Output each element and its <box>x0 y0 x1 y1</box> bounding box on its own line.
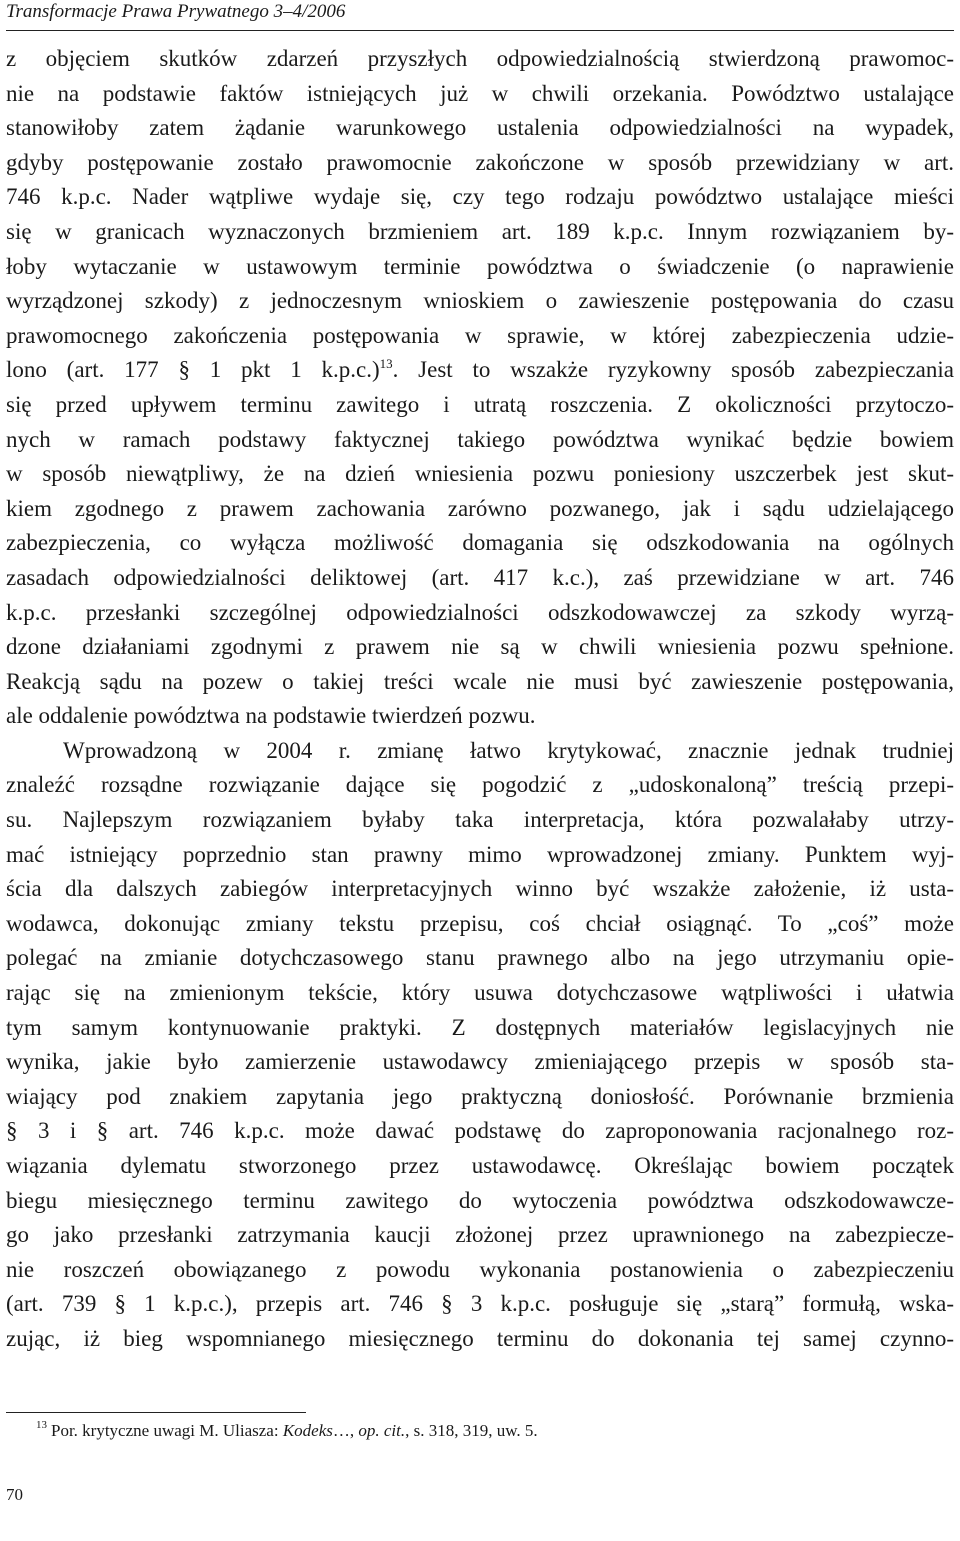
footnote-text: …, <box>332 1421 359 1440</box>
text-line: go jako przesłanki zatrzymania kaucji złożonej przez uprawnionego na zabezpiecze- <box>6 1222 954 1248</box>
text-line: nych w ramach podstawy faktycznej takiego powództwa wynikać będzie bowiem <box>6 426 954 452</box>
text-line: się w granicach wyznaczonych brzmieniem art. 189 k.p.c. Innym rozwiązaniem by- <box>6 218 954 244</box>
text-line: wodawca, dokonując zmiany tekstu przepisu, coś chciał osiągnąć. To „coś” może <box>6 910 954 936</box>
text-line: zabezpieczenia, co wyłącza możliwość domagania się odszkodowania na ogólnych <box>6 530 954 556</box>
text-line: Reakcją sądu na pozew o takiej treści wcale nie musi być zawieszenie postępowania, <box>6 668 954 694</box>
text-line: mać istniejący poprzednio stan prawny mimo wprowadzonej zmiany. Punktem wyj- <box>6 841 954 867</box>
text-line: w sposób niewątpliwy, że na dzień wniesienia pozwu poniesiony uszczerbek jest skut- <box>6 461 954 487</box>
footnote-text: , s. 318, 319, uw. 5. <box>405 1421 538 1440</box>
text-line-with-footnote-ref <box>6 353 954 388</box>
footnote-number: 13 <box>36 1419 47 1431</box>
text-line: gdyby postępowanie zostało prawomocnie zakończone w sposób przewidziany w art. <box>6 149 954 175</box>
footnote <box>36 1416 936 1446</box>
text-line: wiający pod znakiem zapytania jego praktyczną doniosłość. Porównanie brzmienia <box>6 1083 954 1109</box>
text-line: wynika, jakie było zamierzenie ustawodawcy zmieniającego przepis w sposób sta- <box>6 1049 954 1075</box>
text-line: się przed upływem terminu zawitego i utratą roszczenia. Z okoliczności przytoczo- <box>6 391 954 417</box>
text-line: ścia dla dalszych zabiegów interpretacyjnych winno być wszakże założenie, iż usta- <box>6 876 954 902</box>
header-rule <box>6 30 954 31</box>
text-line: (art. 739 § 1 k.p.c.), przepis art. 746 § 3 k.p.c. posługuje się „starą” formułą, wska- <box>6 1291 954 1317</box>
text-line: stanowiłoby zatem żądanie warunkowego ustalenia odpowiedzialności na wypadek, <box>6 115 954 141</box>
footnote-reference[interactable]: 13 <box>379 356 393 372</box>
text-line: biegu miesięcznego terminu zawitego do wytoczenia powództwa odszkodowawcze- <box>6 1187 954 1213</box>
text-line: nie na podstawie faktów istniejących już w chwili orzekania. Powództwo ustalające <box>6 80 954 106</box>
text-line: łoby wytaczanie w ustawowym terminie powództwa o świadczenie (o naprawienie <box>6 253 954 279</box>
text-line: dzone działaniami zgodnymi z prawem nie są w chwili wniesienia pozwu spełnione. <box>6 634 954 660</box>
text-line: 746 k.p.c. Nader wątpliwe wydaje się, czy tego rodzaju powództwo ustalające mieści <box>6 184 954 210</box>
text-line: z objęciem skutków zdarzeń przyszłych odpowiedzialnością stwierdzoną prawomoc- <box>6 46 954 71</box>
text-segment: . Jest to wszakże ryzykowny sposób zabezpieczania <box>392 357 954 383</box>
text-line: znaleźć rozsądne rozwiązanie dające się pogodzić z „udoskonaloną” treścią przepi- <box>6 772 954 798</box>
footnote-rule <box>6 1412 306 1413</box>
text-line: k.p.c. przesłanki szczególnej odpowiedzialności odszkodowawczej za szkody wyrzą- <box>6 599 954 625</box>
text-line: rając się na zmienionym tekście, który usuwa dotychczasowe wątpliwości i ułatwia <box>6 980 954 1006</box>
text-line: zasadach odpowiedzialności deliktowej (art. 417 k.c.), zaś przewidziane w art. 746 <box>6 564 954 590</box>
text-line: § 3 i § art. 746 k.p.c. może dawać podstawę do zaproponowania racjonalnego roz- <box>6 1118 954 1144</box>
text-line: kiem zgodnego z prawem zachowania zarówno pozwanego, jak i sądu udzielającego <box>6 495 954 521</box>
text-line: prawomocnego zakończenia postępowania w sprawie, w której zabezpieczenia udzie- <box>6 322 954 348</box>
footnote-text: Por. krytyczne uwagi M. Uliasza: <box>51 1421 283 1440</box>
text-segment: lono (art. 177 § 1 pkt 1 k.p.c.) <box>6 357 380 383</box>
text-line: nie roszczeń obowiązanego z powodu wykonania postanowienia o zabezpieczeniu <box>6 1256 954 1282</box>
text-line: su. Najlepszym rozwiązaniem byłaby taka interpretacja, która pozwalałaby utrzy- <box>6 807 954 833</box>
text-line: polegać na zmianie dotychczasowego stanu prawnego albo na jego utrzymaniu opie- <box>6 945 954 971</box>
text-line: tym samym kontynuowanie praktyki. Z dostępnych materiałów legislacyjnych nie <box>6 1014 954 1040</box>
body-text <box>6 42 954 1357</box>
footnote-title: Kodeks <box>282 1421 333 1440</box>
text-line: wiązania dylematu stworzonego przez ustawodawcę. Określając bowiem początek <box>6 1153 954 1178</box>
footnote-op-cit: op. cit. <box>358 1421 406 1440</box>
text-line: zując, iż bieg wspomnianego miesięcznego terminu do dokonania tej samej czynno- <box>6 1325 954 1351</box>
running-header: Transformacje Prawa Prywatnego 3–4/2006 <box>6 1 346 22</box>
page-number: 70 <box>6 1485 23 1504</box>
text-line: wyrządzonej szkody) z jednoczesnym wnioskiem o zawieszenie postępowania do czasu <box>6 288 954 314</box>
text-line: Wprowadzoną w 2004 r. zmianę łatwo krytykować, znacznie jednak trudniej <box>63 737 954 763</box>
text-line: ale oddalenie powództwa na podstawie twierdzeń pozwu. <box>6 703 536 729</box>
